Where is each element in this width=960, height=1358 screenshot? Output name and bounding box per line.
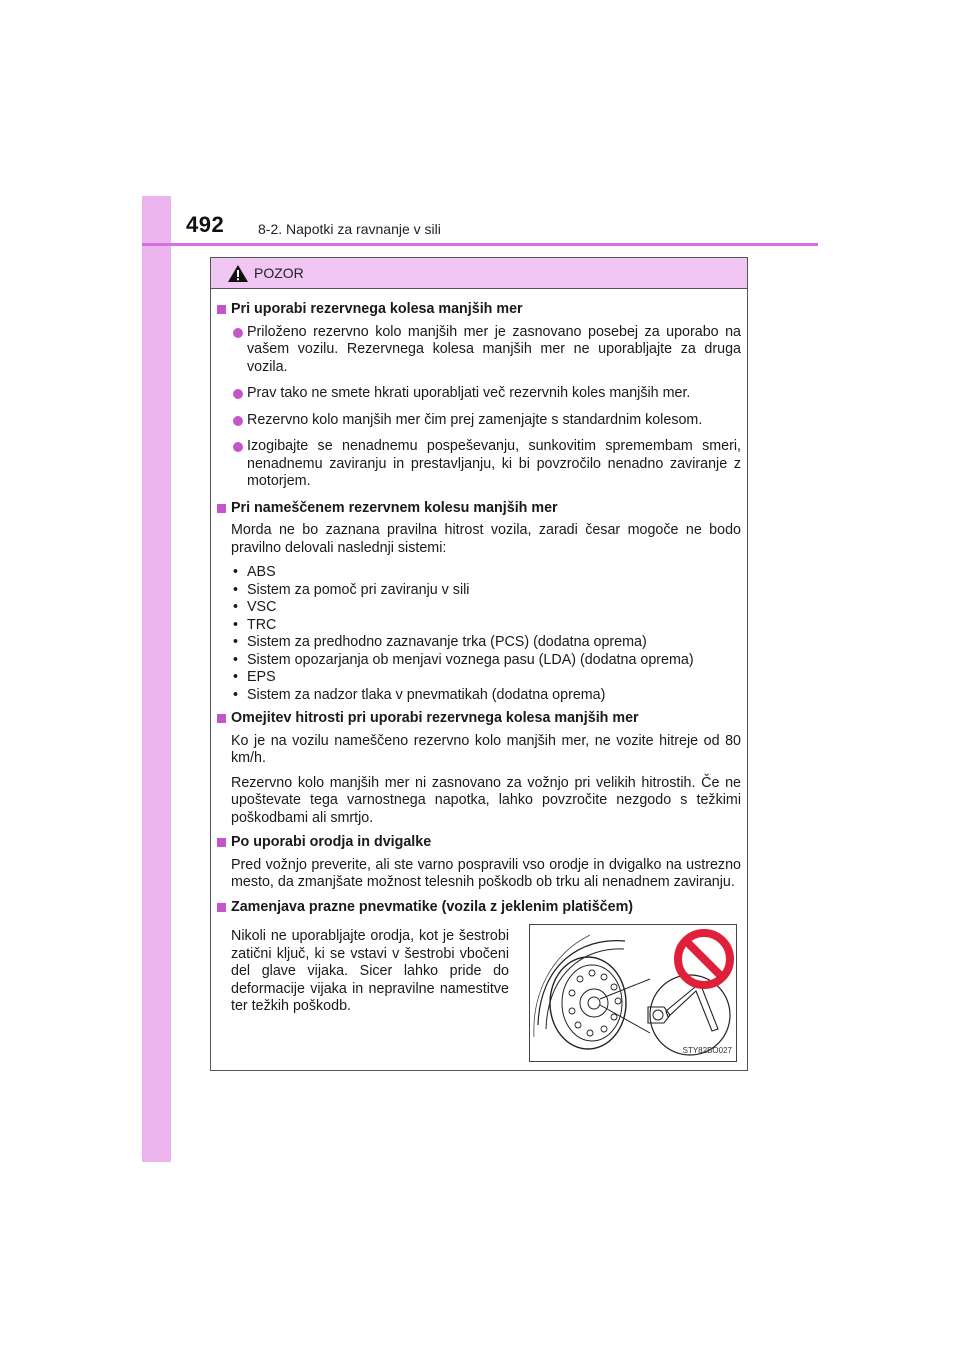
round-bullet-icon — [233, 416, 243, 426]
round-bullet-icon — [233, 328, 243, 338]
section-heading: Po uporabi orodja in dvigalke — [217, 834, 741, 852]
square-bullet-icon — [217, 305, 226, 314]
bullet-item: Rezervno kolo manjših mer čim prej zamenjajte s standardnim kolesom. — [217, 412, 741, 430]
list-item: • Sistem opozarjanja ob menjavi voznega pasu (LDA) (dodatna oprema) — [233, 651, 694, 668]
section-paragraph: Morda ne bo zaznana pravilna hitrost vozila, zaradi česar mogoče ne bodo pravilno delovali naslednji sistemi: — [231, 522, 741, 556]
section-heading: Zamenjava prazne pnevmatike (vozila z jeklenim platiščem) — [217, 899, 741, 917]
bullet-item: Priloženo rezervno kolo manjših mer je zasnovano posebej za uporabo na vašem vozilu. Rezervnega kolesa manjših mer ne uporabljajte za druga vozila. — [217, 324, 741, 377]
list-item: • TRC — [233, 616, 277, 633]
section-paragraph: Ko je na vozilu nameščeno rezervno kolo manjših mer, ne vozite hitreje od 80 km/h. — [231, 732, 741, 766]
section-heading: Pri nameščenem rezervnem kolesu manjših mer — [217, 500, 741, 518]
section-paragraph: Nikoli ne uporabljajte orodja, kot je šestrobi zatični ključ, ki se vstavi v šestrobi vbočeni del glave vijaka. Sicer lahko pride do deformacije vijaka in nepravilne namestitve ter težkih poškodb. — [231, 928, 509, 1014]
warning-triangle-icon — [227, 264, 249, 283]
section-paragraph: Rezervno kolo manjših mer ni zasnovano za vožnjo pri velikih hitrostih. Če ne upoštevate tega varnostnega napotka, lahko povzročite nezgodo s težkimi poškodbami ali smrtjo. — [231, 774, 741, 826]
section-paragraph: Pred vožnjo preverite, ali ste varno pospravili vso orodje in dvigalko na ustrezno mesto, da zmanjšate možnost telesnih poškodb ob trku ali nenadnem zaviranju. — [231, 856, 741, 890]
list-item: • ABS — [233, 564, 276, 580]
section-heading: Pri uporabi rezervnega kolesa manjših mer — [217, 301, 741, 319]
list-item: • Sistem za nadzor tlaka v pnevmatikah (dodatna oprema) — [233, 686, 606, 703]
chapter-side-tab — [142, 196, 171, 1162]
list-item: • Sistem za predhodno zaznavanje trka (PCS) (dodatna oprema) — [233, 634, 647, 650]
list-item: • EPS — [233, 669, 276, 685]
illustration-code: STY82BO027 — [682, 1045, 732, 1055]
list-item: • VSC — [233, 599, 277, 615]
caution-box — [210, 257, 748, 1071]
caution-body — [211, 289, 747, 1062]
section-title: 8-2. Napotki za ravnanje v sili — [258, 221, 441, 237]
page-number: 492 — [186, 212, 225, 237]
round-bullet-icon — [233, 389, 243, 399]
square-bullet-icon — [217, 903, 226, 912]
square-bullet-icon — [217, 714, 226, 723]
affected-systems-list — [217, 564, 741, 704]
section-heading: Omejitev hitrosti pri uporabi rezervnega kolesa manjših mer — [217, 710, 741, 728]
round-bullet-icon — [233, 442, 243, 452]
caution-label: POZOR — [254, 265, 304, 281]
list-item: • Sistem za pomoč pri zaviranju v sili — [233, 581, 470, 598]
wheel-bolt-illustration — [529, 924, 737, 1062]
illustrated-warning — [217, 924, 741, 1062]
bullet-item: Izogibajte se nenadnemu pospeševanju, sunkovitim spremembam smeri, nenadnemu zaviranju in prestavljanju, ki bi povzročilo nenadno zaviranje z motorjem. — [217, 438, 741, 491]
square-bullet-icon — [217, 504, 226, 513]
square-bullet-icon — [217, 838, 226, 847]
header-divider — [142, 243, 818, 246]
bullet-item: Prav tako ne smete hkrati uporabljati več rezervnih koles manjših mer. — [217, 385, 741, 403]
caution-header — [211, 258, 747, 289]
